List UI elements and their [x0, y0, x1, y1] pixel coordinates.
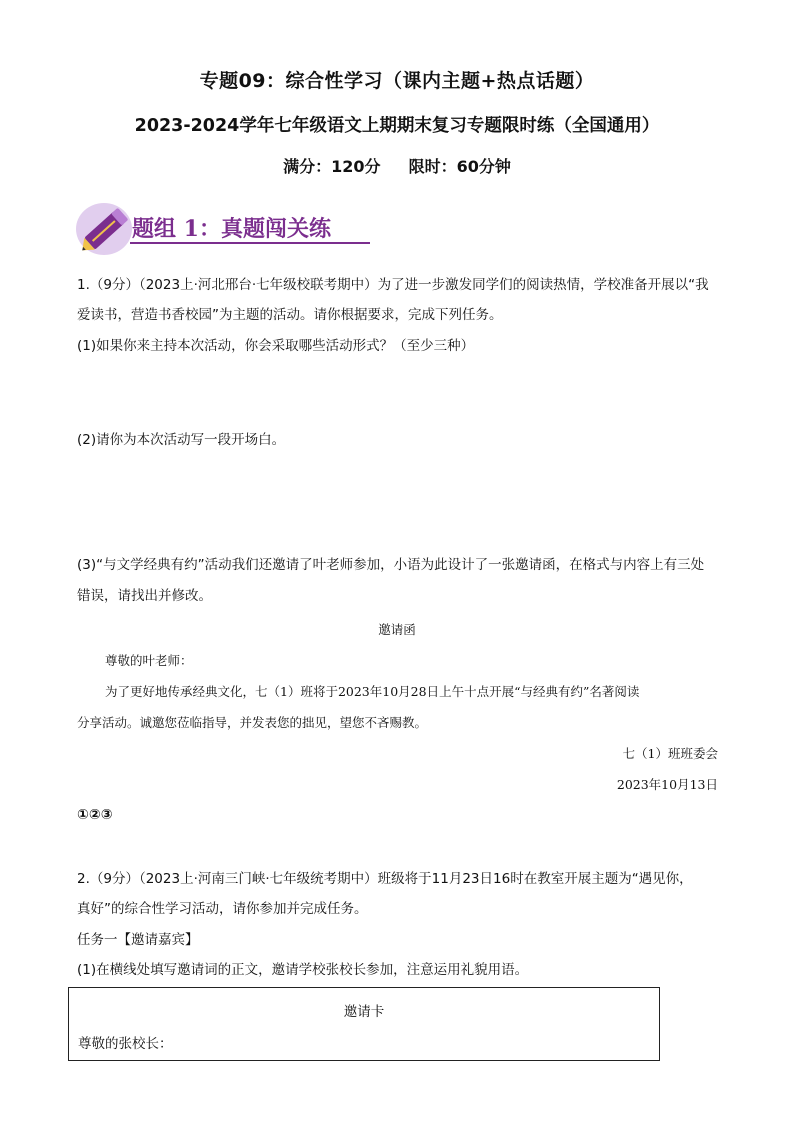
q1-sub1: (1)如果你来主持本次活动，你会采取哪些活动形式？（至少三种）: [77, 338, 475, 354]
score-time-line: [0, 154, 794, 177]
q1-sub3-line1: (3)“与文学经典有约”活动我们还邀请了叶老师参加，小语为此设计了一张邀请函，在格式与内容上有三处: [77, 557, 705, 573]
q1-stem-line2: 爱读书，营造书香校园”为主题的活动。请你根据要求，完成下列任务。: [77, 307, 503, 323]
q2-task1: 任务一【邀请嘉宾】: [77, 932, 199, 948]
answer-marks: ①②③: [77, 807, 113, 823]
q1-sub2: (2)请你为本次活动写一段开场白。: [77, 432, 286, 448]
score-label: 满分：120分: [283, 157, 381, 176]
q2-stem-line1: 2.（9分）（2023上·河南三门峡·七年级统考期中）班级将于11月23日16时在教室开展主题为“遇见你，: [77, 871, 693, 887]
banner-underline: [130, 242, 370, 244]
banner-title: 题组 1：真题闯关练: [132, 216, 331, 242]
letter-signature: 七（1）班班委会: [622, 746, 718, 761]
doc-subtitle: 2023-2024学年七年级语文上期期末复习专题限时练（全国通用）: [134, 116, 660, 136]
letter-body-line1: 为了更好地传承经典文化，七（1）班将于2023年10月28日上午十点开展“与经典有约”名著阅读: [105, 684, 640, 699]
section-banner: [74, 198, 374, 260]
q2-stem-line2: 真好”的综合性学习活动，请你参加并完成任务。: [77, 901, 368, 917]
time-label: 限时：60分钟: [408, 157, 511, 176]
letter-date: 2023年10月13日: [616, 777, 718, 792]
pencil-icon: [74, 198, 138, 260]
letter-title: 邀请函: [378, 622, 416, 637]
card-title: 邀请卡: [343, 1004, 385, 1020]
letter-body-line2: 分享活动。诚邀您莅临指导，并发表您的拙见，望您不吝赐教。: [77, 715, 428, 730]
card-salutation: 尊敬的张校长：: [78, 1036, 173, 1052]
q2-sub1: (1)在横线处填写邀请词的正文，邀请学校张校长参加，注意运用礼貌用语。: [77, 962, 529, 978]
q1-stem-line1: 1.（9分）（2023上·河北邢台·七年级校联考期中）为了进一步激发同学们的阅读热情，学校准备开展以“我: [77, 277, 709, 293]
q1-sub3-line2: 错误，请找出并修改。: [77, 588, 212, 604]
doc-title: 专题09：综合性学习（课内主题+热点话题）: [199, 70, 595, 92]
letter-salutation: 尊敬的叶老师：: [105, 653, 193, 668]
invitation-card: [68, 987, 660, 1061]
